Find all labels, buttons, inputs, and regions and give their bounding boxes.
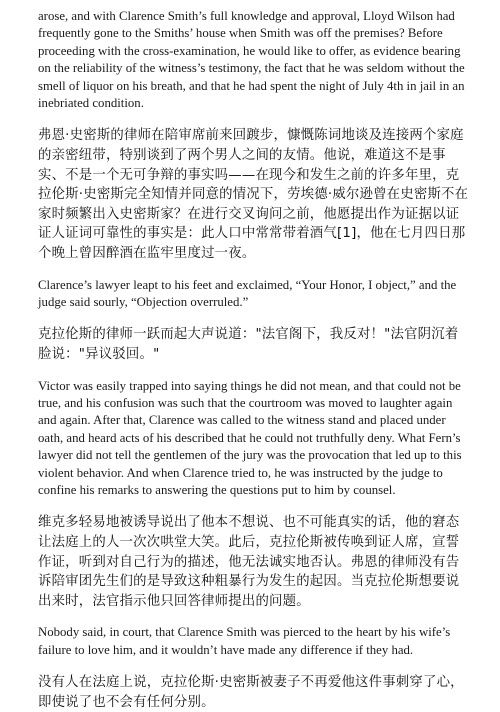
english-paragraph-3: Victor was easily trapped into saying things he did not mean, and that could not be true, and his confusion was such that the courtroom was moved to laughter again and again. After that, Clarence was called to the witness stand and placed under oath, and heard acts of his described that he could not truthfully deny. What Fern’s lawyer did not tell the gentlemen of the jury was the provocation that led up to this violent behavior. And when Clarence tried to, he was instructed by the judge to confine his remarks to answering the questions put to him by counsel. xyxy=(38,378,462,498)
chinese-paragraph-3: 维克多轻易地被诱导说出了他本不想说、也不可能真实的话，他的窘态让法庭上的人一次次哄堂大笑。此后，克拉伦斯被传唤到证人席，宣誓作证，听到对自己行为的描述，他无法诚实地否认。弗恩的律师没有告诉陪审团先生们的是导致这种粗暴行为发生的起因。当克拉伦斯想要说出来时，法官指示他只回答律师提出的问题。 xyxy=(38,515,460,609)
chinese-paragraph-4: 没有人在法庭上说，克拉伦斯·史密斯被妻子不再爱他这件事刺穿了心，即使说了也不会有任何分别。 xyxy=(38,675,464,710)
document-page xyxy=(38,8,470,712)
english-paragraph-2: Clarence’s lawyer leapt to his feet and exclaimed, “Your Honor, I object,” and the judge said sourly, “Objection overruled.” xyxy=(38,277,457,309)
english-paragraph-1: arose, and with Clarence Smith’s full knowledge and approval, Lloyd Wilson had frequently gone to the Smiths’ house when Smith was off the premises? Before proceeding with the cross-examination, he would like to offer, as evidence bearing on the reliability of the witness’s testimony, the fact that he was seldom without the smell of liquor on his breath, and that he had spent the night of July 4th in jail in an inebriated condition. xyxy=(38,9,465,111)
chinese-paragraph-2: 克拉伦斯的律师一跃而起大声说道："法官阁下，我反对！"法官阴沉着脸说："异议驳回。" xyxy=(38,327,459,362)
chinese-paragraph-1: 弗恩·史密斯的律师在陪审席前来回踱步，慷慨陈词地谈及连接两个家庭的亲密纽带，特别谈到了两个男人之间的友情。他说，难道这不是事实、不是一个无可争辩的事实吗——在现今和发生之前的许多年里，克拉伦斯·史密斯完全知情并同意的情况下，劳埃德·威尔逊曾在史密斯不在家时频繁出入史密斯家？在进行交叉询问之前，他愿提出作为证据以证证人证词可靠性的事实是：此人口中常常带着酒气[1]，他在七月四日那个晚上曾因醉酒在监牢里度过一夜。 xyxy=(38,128,469,261)
english-paragraph-4: Nobody said, in court, that Clarence Smith was pierced to the heart by his wife’s failure to love him, and it wouldn’t have made any difference if they had. xyxy=(38,625,451,657)
